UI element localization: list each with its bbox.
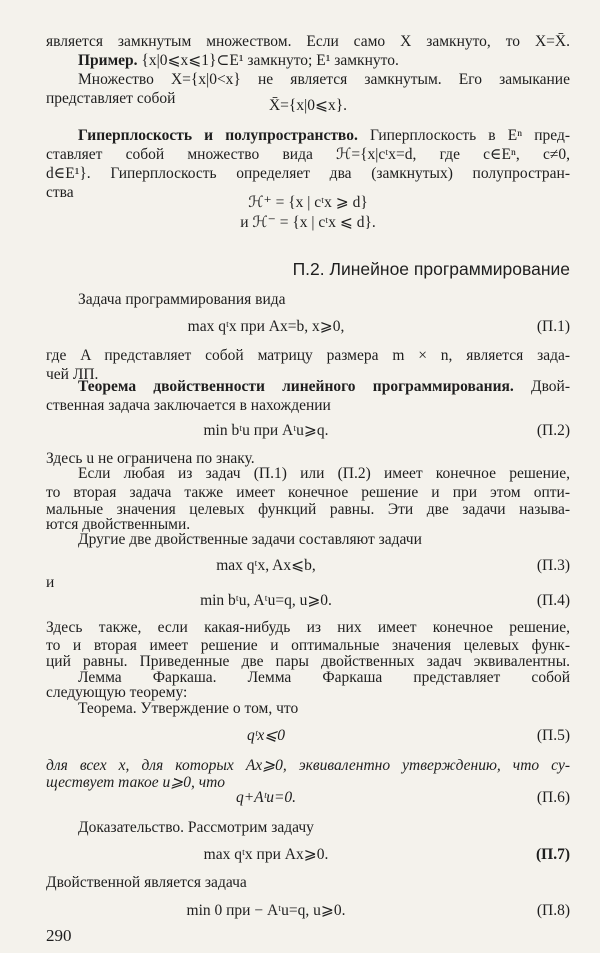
equation-number: (П.2) [536,422,570,439]
formula: min 0 при − Aᵗu=q, u⩾0. [186,902,346,919]
formula: X̄={x|0⩽x}. [268,97,348,114]
text-line: Двойственной является задача [46,874,247,891]
formula: q+Aᵗu=0. [235,789,297,806]
formula: max qᵗx при Ax⩾0. [203,846,329,863]
formula: max qᵗx при Ax=b, x⩾0, [187,318,345,335]
formula: min bᵗu при Aᵗu⩾q. [203,422,329,439]
text-line: Доказательство. Рассмотрим задачу [78,819,314,836]
text-line: Задача программирования вида [78,291,286,308]
text-line: является замкнутым множеством. Если само X замкнуто, то X=X̄. [46,33,570,50]
text-line: Лемма Фаркаша. Лемма Фаркаша представляет собой [78,669,570,686]
text-line: Множество X={x|0<x} не является замкнутым. Его замыкание [78,71,570,88]
text-line: Здесь u не ограничена по знаку. [46,450,255,467]
text-line: мальные значения целевых функций равны. Эти две задачи называ- [46,501,570,518]
text-line: следующую теорему: [46,684,188,701]
equation-number: (П.1) [536,318,570,335]
text-line: то и вторая имеет решение и оптимальные значения целевых функ- [46,637,570,654]
text-line: d∈E¹}. Гиперплоскость определяет два (замкнутых) полупростран- [46,165,570,182]
text-line: чей ЛП. [46,366,99,383]
page-number: 290 [46,926,72,945]
equation-number: (П.4) [536,592,570,609]
formula: qᵗx⩽0 [247,727,285,744]
text-line: где A представляет собой матрицу размера m × n, является зада- [46,347,570,364]
text-line: ственная задача заключается в нахождении [46,397,331,414]
text-line: ций равны. Приведенные две пары двойственных задач эквивалентны. [46,653,570,670]
section-title: П.2. Линейное программирование [292,259,570,279]
formula: min bᵗu, Aᵗu=q, u⩾0. [200,592,332,609]
text-line: Теорема двойственности линейного программирования. Двой- [78,378,570,395]
text-line: то вторая задача также имеет конечное решение и при этом опти- [46,484,570,501]
text-line: Другие две двойственные задачи составляют задачи [78,531,422,548]
text-line: ются двойственными. [46,516,191,533]
formula: max qᵗx, Ax⩽b, [216,557,316,574]
text-line: ществует такое u⩾0, что [46,774,226,791]
equation-number: (П.7) [535,846,570,863]
equation-number: (П.3) [536,557,570,574]
text-line: для всех x, для которых Ax⩾0, эквивалентно утверждению, что су- [46,757,570,774]
text-line: и [46,574,55,591]
text-line: Здесь также, если какая-нибудь из них имеет конечное решение, [46,619,570,636]
text-line: Если любая из задач (П.1) или (П.2) имеет конечное решение, [78,465,570,482]
equation-number: (П.5) [536,727,570,744]
text-line: Пример. {x|0⩽x⩽1}⊂E¹ замкнуто; E¹ замкнуто. [78,52,399,69]
text-line: представляет собой [46,90,176,107]
text-line: Теорема. Утверждение о том, что [78,700,299,717]
text-line: ства [46,184,74,201]
equation-number: (П.8) [536,902,570,919]
text-line: Гиперплоскость и полупространство. Гиперплоскость в Eⁿ пред- [78,127,570,144]
equation-number: (П.6) [536,789,570,806]
formula: ℋ⁺ = {x | cᵗx ⩾ d} [248,194,368,211]
formula: и ℋ⁻ = {x | cᵗx ⩽ d}. [240,214,376,231]
text-line: ставляет собой множество вида ℋ={x|cᵗx=d, где c∈Eⁿ, c≠0, [46,146,570,163]
